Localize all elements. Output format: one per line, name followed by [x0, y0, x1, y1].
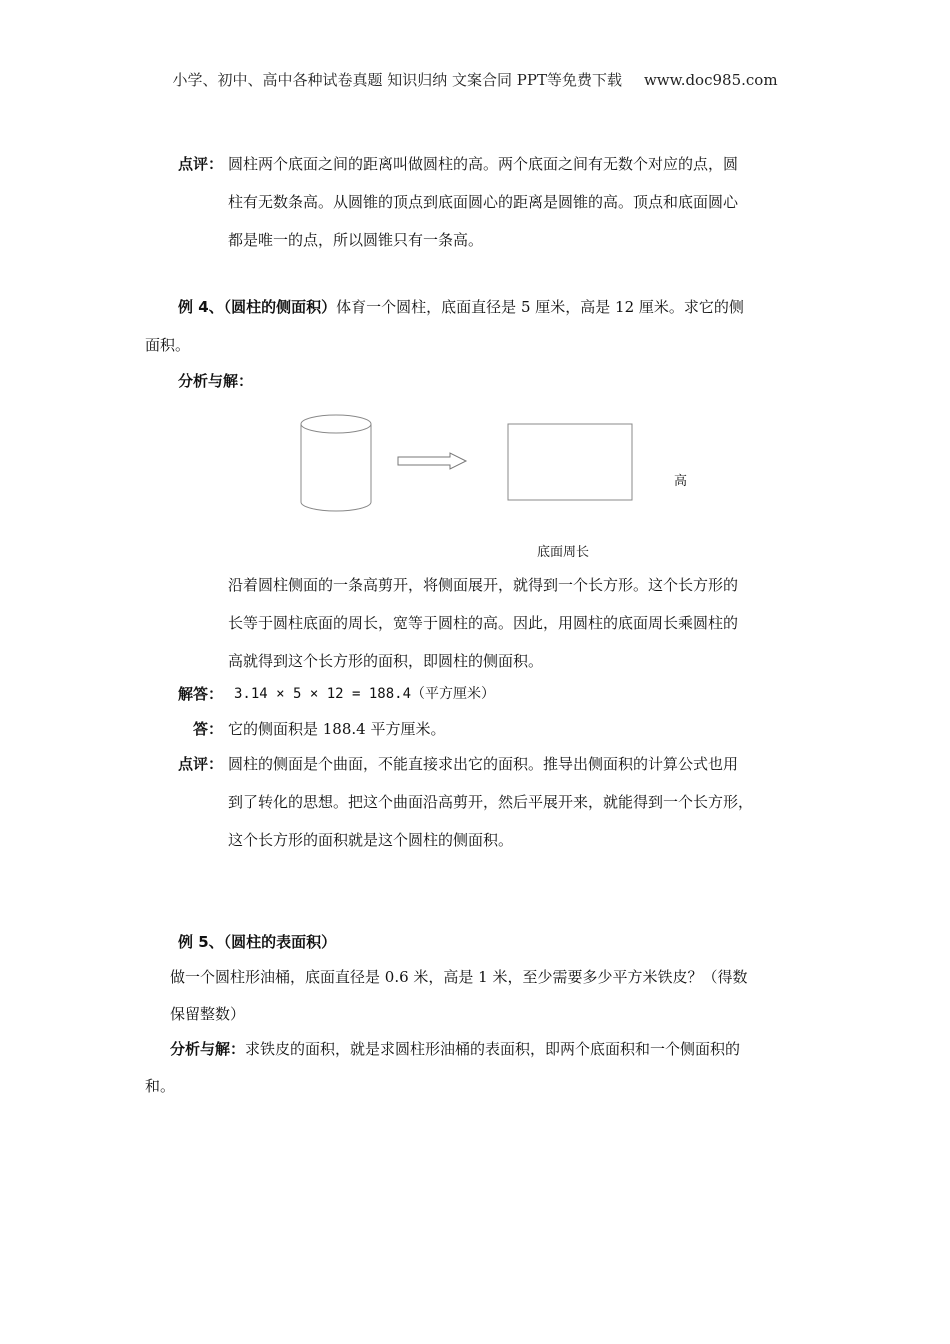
example5-analysis — [170, 1030, 740, 1068]
comment1-line-3: 都是唯一的点，所以圆锥只有一条高。 — [228, 231, 484, 249]
solution-formula: 3.14 × 5 × 12 = 188.4（平方厘米） — [234, 686, 496, 702]
example4-text-2: 面积。 — [145, 336, 191, 354]
base-perimeter-label: 底面周长 — [537, 545, 590, 560]
comment2-line-3: 这个长方形的面积就是这个圆柱的侧面积。 — [228, 831, 514, 849]
explanation-line-2: 长等于圆柱底面的周长，宽等于圆柱的高。因此，用圆柱的底面周长乘圆柱的 — [228, 614, 739, 632]
height-label: 高 — [674, 474, 688, 489]
comment2-line-2: 到了转化的思想。把这个曲面沿高剪开，然后平展开来，就能得到一个长方形， — [228, 793, 754, 811]
comment1-line-2: 柱有无数条高。从圆锥的顶点到底面圆心的距离是圆锥的高。顶点和底面圆心 — [228, 193, 739, 211]
comment1-label: 点评： — [178, 155, 224, 173]
comment2-line-1: 圆柱的侧面是个曲面，不能直接求出它的面积。推导出侧面积的计算公式也用 — [228, 755, 739, 773]
example4-text-1: 体育一个圆柱，底面直径是 5 厘米，高是 12 厘米。求它的侧 — [336, 298, 744, 316]
comment1-line-1: 圆柱两个底面之间的距离叫做圆柱的高。两个底面之间有无数个对应的点，圆 — [228, 155, 739, 173]
comment2-label: 点评： — [178, 755, 224, 773]
example5-text-2: 保留整数） — [170, 1005, 246, 1023]
explanation-line-1: 沿着圆柱侧面的一条高剪开，将侧面展开，就得到一个长方形。这个长方形的 — [228, 576, 739, 594]
example4-heading — [178, 288, 744, 326]
explanation-line-3: 高就得到这个长方形的面积，即圆柱的侧面积。 — [228, 652, 544, 670]
arrow-right-icon — [398, 453, 466, 469]
cylinder-icon — [301, 415, 371, 511]
page-header — [0, 69, 950, 90]
solution-label: 解答： — [178, 685, 224, 703]
example5-analysis-label: 分析与解： — [170, 1040, 246, 1058]
cylinder-unroll-diagram — [290, 410, 710, 530]
example5-label: 例 5、（圆柱的表面积） — [178, 933, 337, 951]
example5-analysis-text-1: 求铁皮的面积，就是求圆柱形油桶的表面积，即两个底面积和一个侧面积的 — [245, 1040, 741, 1058]
answer-text: 它的侧面积是 188.4 平方厘米。 — [228, 720, 446, 738]
header-text: 小学、初中、高中各种试卷真题 知识归纳 文案合同 PPT等免费下载 — [172, 71, 622, 89]
answer-label: 答： — [193, 720, 224, 738]
example4-analysis-label: 分析与解： — [178, 372, 254, 390]
header-url: www.doc985.com — [643, 71, 778, 89]
example5-analysis-text-2: 和。 — [145, 1077, 176, 1095]
example4-label: 例 4、（圆柱的侧面积） — [178, 298, 337, 316]
unrolled-rectangle — [508, 424, 632, 500]
example5-text-1: 做一个圆柱形油桶，底面直径是 0.6 米，高是 1 米，至少需要多少平方米铁皮？（得数 — [170, 968, 748, 986]
